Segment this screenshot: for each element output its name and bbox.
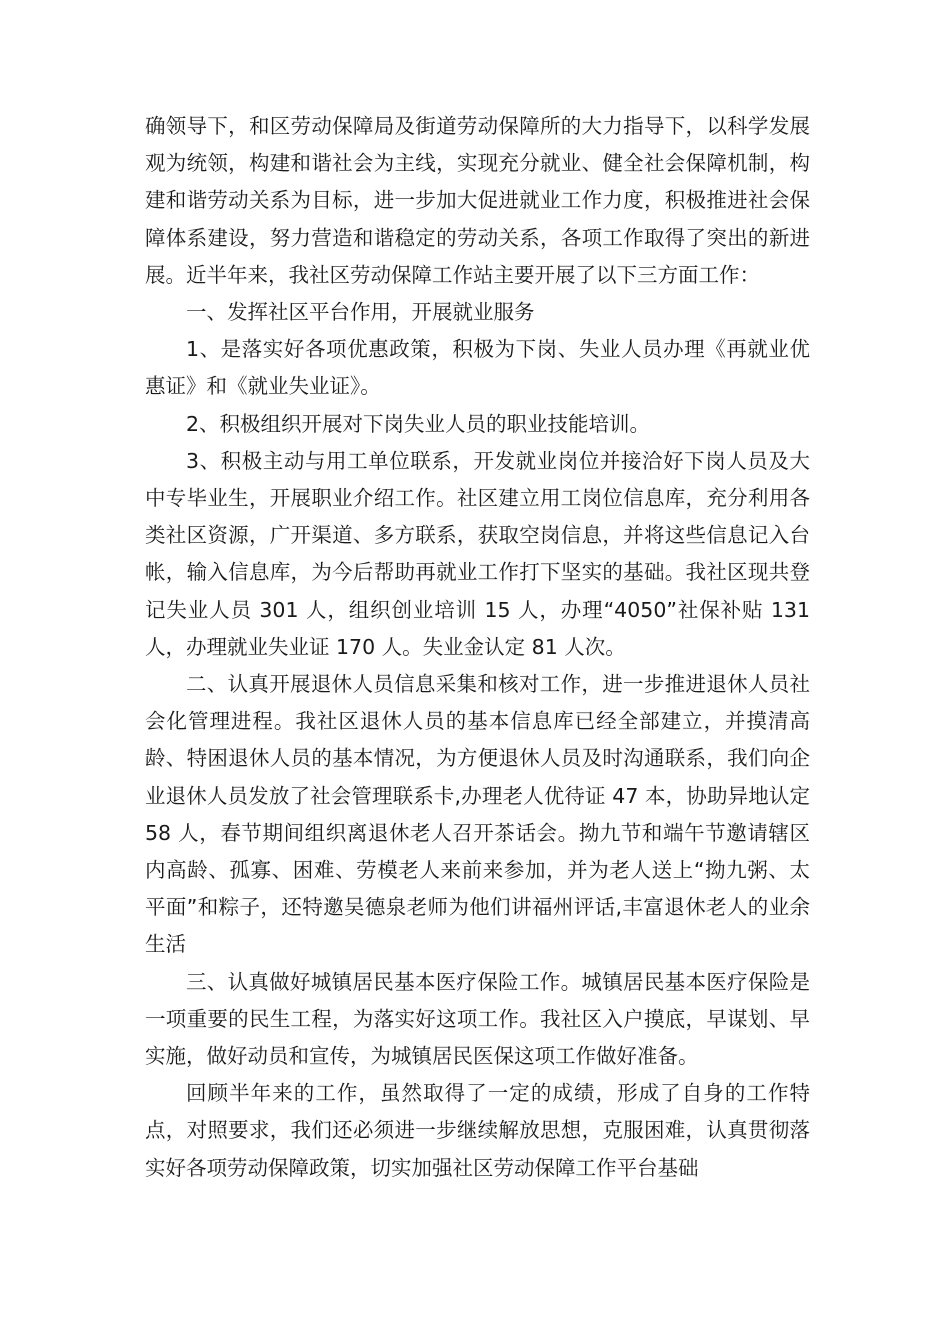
paragraph-item-2: 2、积极组织开展对下岗失业人员的职业技能培训。	[186, 411, 651, 436]
paragraph-item-3: 3、积极主动与用工单位联系，开发就业岗位并接洽好下岗人员及大中专毕业生，开展职业介绍工作。社区建立用工岗位信息库，充分利用各类社区资源，广开渠道、多方联系，获取空岗信息，并将这些信息记入台帐，输入信息库，为今后帮助再就业工作打下坚实的基础。我社区现共登记失业人员 301 人，组织创业培训 15 人，办理“4050”社保补贴 131 人，办理就业失业证 170 人。失业金认定 81 人次。	[145, 448, 810, 659]
paragraph-intro: 确领导下，和区劳动保障局及街道劳动保障所的大力指导下，以科学发展观为统领，构建和谐社会为主线，实现充分就业、健全社会保障机制，构建和谐劳动关系为目标，进一步加大促进就业工作力度，积极推进社会保障体系建设，努力营造和谐稳定的劳动关系，各项工作取得了突出的新进展。近半年来，我社区劳动保障工作站主要开展了以下三方面工作：	[145, 114, 810, 287]
paragraph-section-three: 三、认真做好城镇居民基本医疗保险工作。城镇居民基本医疗保险是一项重要的民生工程，为落实好这项工作。我社区入户摸底，早谋划、早实施，做好动员和宣传，为城镇居民医保这项工作做好准备。	[145, 969, 810, 1069]
heading-section-one: 一、发挥社区平台作用，开展就业服务	[186, 300, 535, 325]
document-body	[145, 108, 810, 1187]
paragraph-section-two: 二、认真开展退休人员信息采集和核对工作，进一步推进退休人员社会化管理进程。我社区退休人员的基本信息库已经全部建立，并摸清高龄、特困退休人员的基本情况，为方便退休人员及时沟通联系，我们向企业退休人员发放了社会管理联系卡,办理老人优待证 47 本，协助异地认定 58 人，春节期间组织离退休老人召开茶话会。拗九节和端午节邀请辖区内高龄、孤寡、困难、劳模老人来前来参加，并为老人送上“拗九粥、太平面”和粽子，还特邀吴德泉老师为他们讲福州评话,丰富退休老人的业余生活	[145, 672, 810, 957]
paragraph-item-1: 1、是落实好各项优惠政策，积极为下岗、失业人员办理《再就业优惠证》和《就业失业证》。	[145, 337, 810, 399]
paragraph-review: 回顾半年来的工作，虽然取得了一定的成绩，形成了自身的工作特点，对照要求，我们还必须进一步继续解放思想，克服困难，认真贯彻落实好各项劳动保障政策，切实加强社区劳动保障工作平台基础	[145, 1081, 810, 1180]
